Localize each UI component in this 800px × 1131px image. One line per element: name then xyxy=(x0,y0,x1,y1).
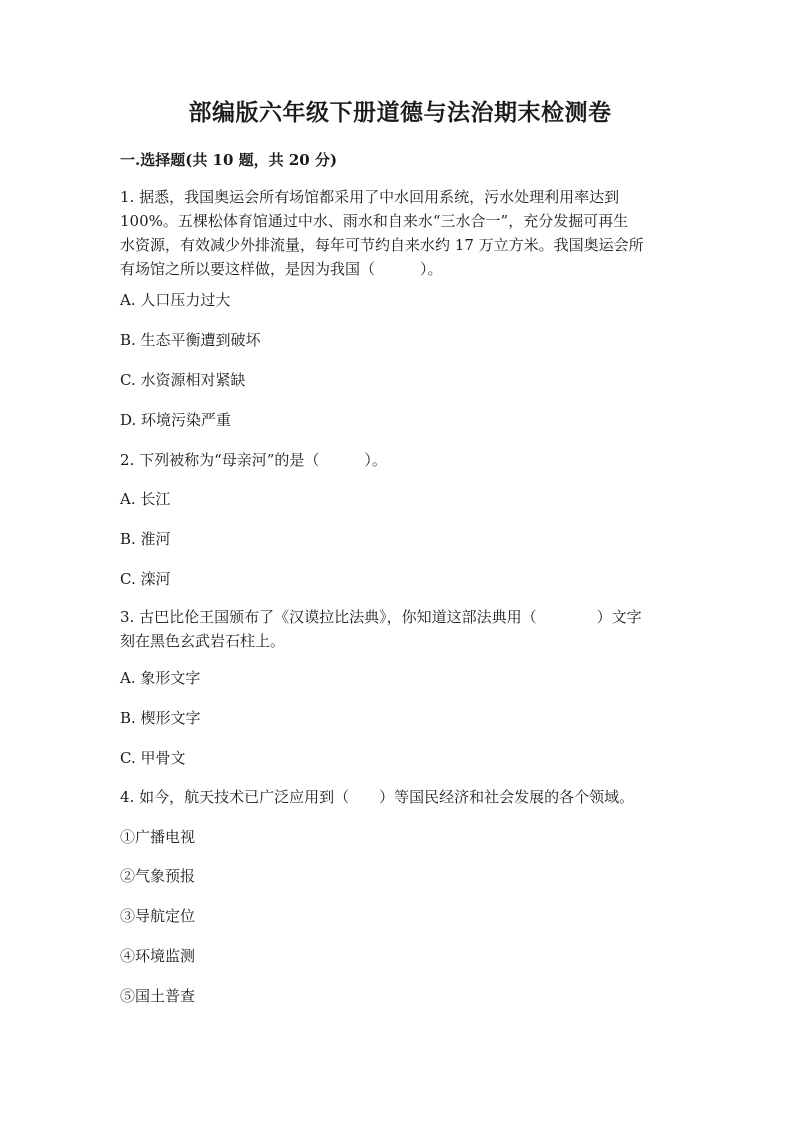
question-4-item-1: ①广播电视 xyxy=(120,828,196,846)
question-1-line-2: 100%。五棵松体育馆通过中水、雨水和自来水“三水合一”，充分发掘可再生 xyxy=(120,212,629,230)
question-3-option-c: C. 甲骨文 xyxy=(120,749,186,767)
question-2-option-b: B. 淮河 xyxy=(120,530,171,548)
question-1-option-b: B. 生态平衡遭到破坏 xyxy=(120,331,261,349)
question-1-line-4: 有场馆之所以要这样做，是因为我国（ ）。 xyxy=(120,260,443,278)
question-3-option-b: B. 楔形文字 xyxy=(120,709,201,727)
question-3-line-1: 3. 古巴比伦王国颁布了《汉谟拉比法典》，你知道这部法典用（ ）文字 xyxy=(120,608,642,626)
question-4-item-2: ②气象预报 xyxy=(120,867,196,885)
question-4-item-4: ④环境监测 xyxy=(120,947,196,965)
question-1-stem xyxy=(120,185,680,281)
page-title: 部编版六年级下册道德与法治期末检测卷 xyxy=(188,99,612,126)
question-2-option-c: C. 滦河 xyxy=(120,570,171,588)
question-4-stem: 4. 如今，航天技术已广泛应用到（ ）等国民经济和社会发展的各个领域。 xyxy=(120,788,635,806)
question-1-line-3: 水资源，有效减少外排流量，每年可节约自来水约 17 万立方米。我国奥运会所 xyxy=(120,236,644,254)
question-3-line-2: 刻在黑色玄武岩石柱上。 xyxy=(120,632,286,650)
question-4-item-5: ⑤国土普查 xyxy=(120,987,196,1005)
question-1-option-a: A. 人口压力过大 xyxy=(120,291,231,309)
question-1-option-c: C. 水资源相对紧缺 xyxy=(120,371,246,389)
question-3-option-a: A. 象形文字 xyxy=(120,669,201,687)
question-4-item-3: ③导航定位 xyxy=(120,907,196,925)
question-1-line-1: 1. 据悉，我国奥运会所有场馆都采用了中水回用系统，污水处理利用率达到 xyxy=(120,188,620,206)
section-heading: 一.选择题(共 10 题，共 20 分) xyxy=(120,151,338,169)
question-1-option-d: D. 环境污染严重 xyxy=(120,411,232,429)
question-2-stem: 2. 下列被称为“母亲河”的是（ ）。 xyxy=(120,451,387,469)
question-3-stem xyxy=(120,605,680,653)
question-2-option-a: A. 长江 xyxy=(120,490,171,508)
